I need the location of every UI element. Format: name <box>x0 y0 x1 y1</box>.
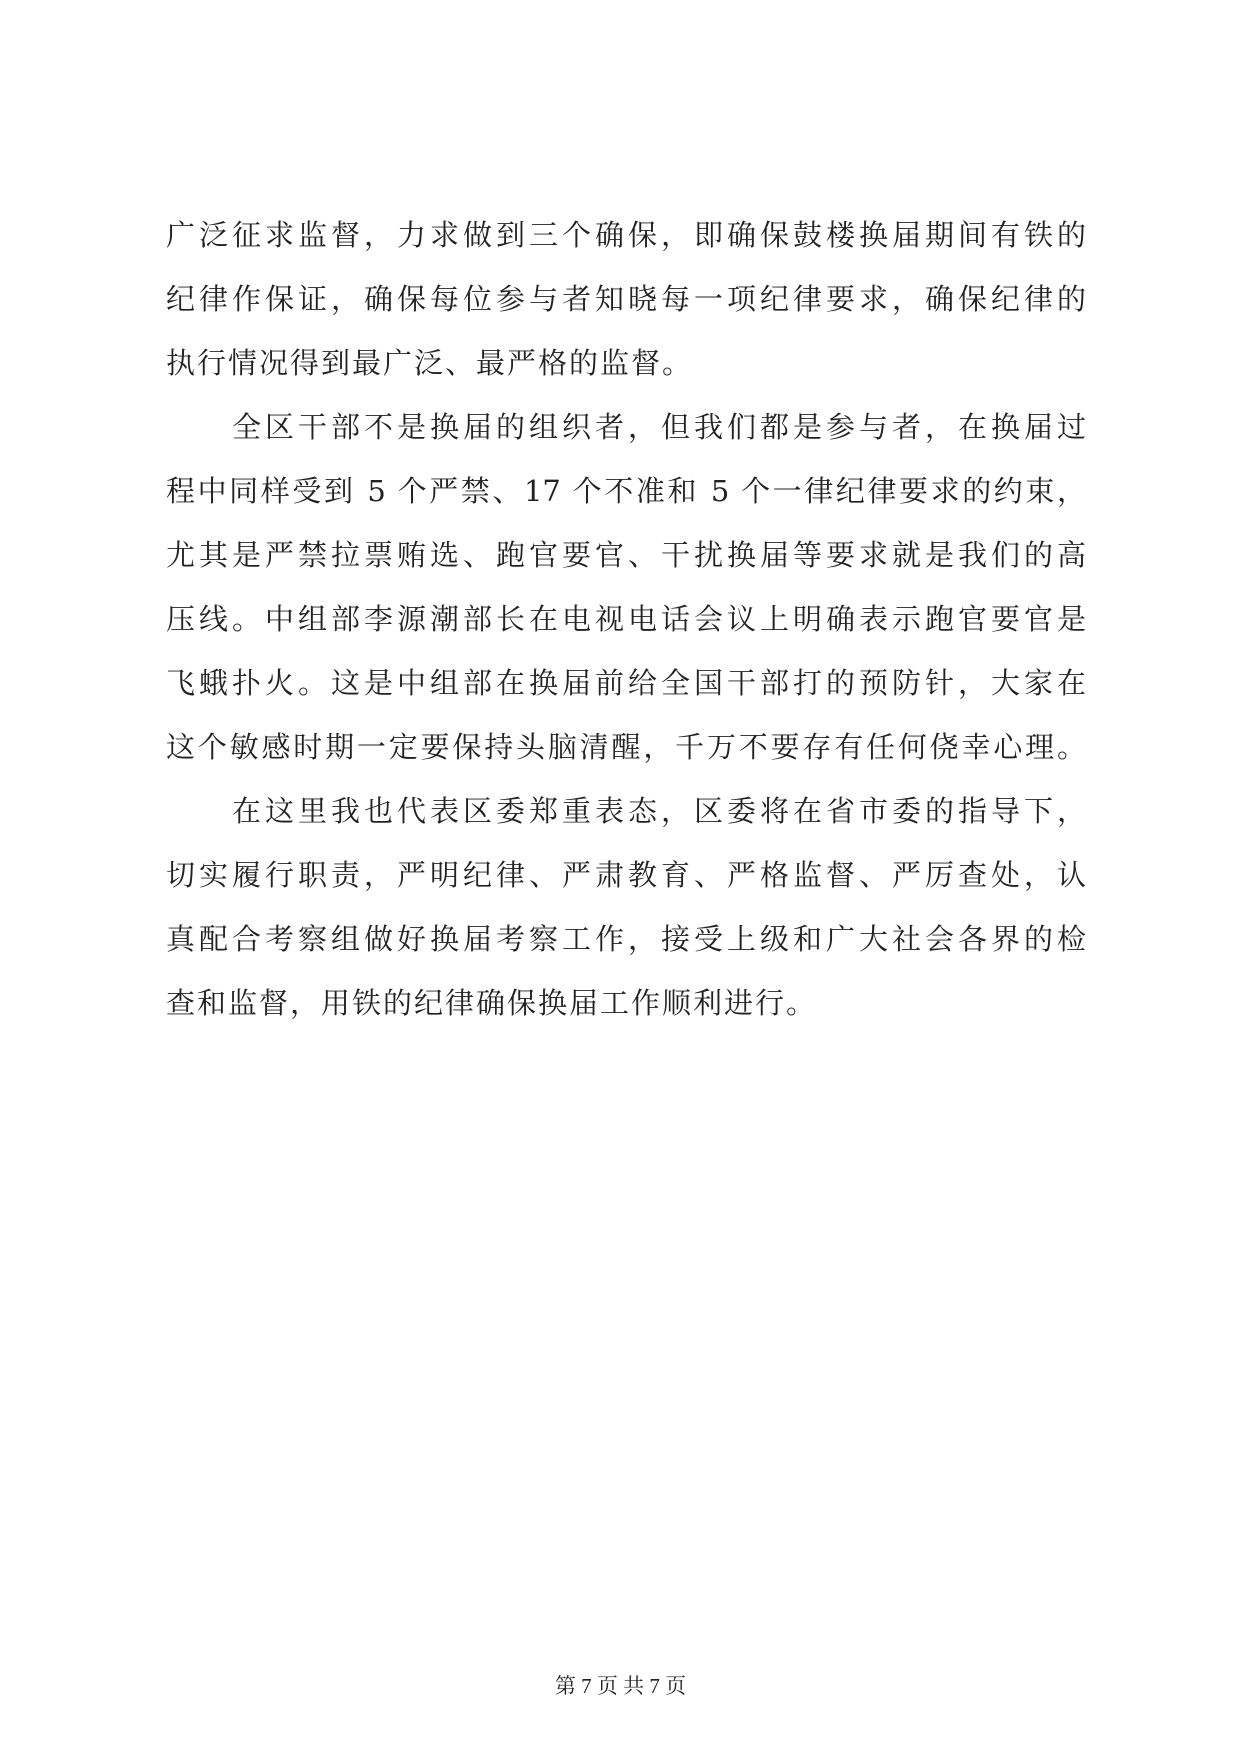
page-number-footer: 第 7 页 共 7 页 <box>554 1674 687 1698</box>
text-line: 尤其是严禁拉票贿选、跑官要官、干扰换届等要求就是我们的高 <box>166 538 1086 572</box>
text-line: 纪律作保证，确保每位参与者知晓每一项纪律要求，确保纪律的 <box>166 282 1086 316</box>
text-line: 执行情况得到最广泛、最严格的监督。 <box>166 346 694 380</box>
paragraph <box>166 779 1086 1035</box>
text-line: 广泛征求监督，力求做到三个确保，即确保鼓楼换届期间有铁的 <box>166 218 1086 252</box>
text-line: 程中同样受到 5 个严禁、17 个不准和 5 个一律纪律要求的约束， <box>166 474 1086 508</box>
text-line: 在这里我也代表区委郑重表态，区委将在省市委的指导下， <box>232 794 1086 828</box>
text-line: 查和监督，用铁的纪律确保换届工作顺利进行。 <box>166 986 818 1020</box>
text-line: 飞蛾扑火。这是中组部在换届前给全国干部打的预防针，大家在 <box>166 666 1086 700</box>
text-line: 压线。中组部李源潮部长在电视电话会议上明确表示跑官要官是 <box>166 602 1086 636</box>
text-line: 这个敏感时期一定要保持头脑清醒，千万不要存有任何侥幸心理。 <box>166 730 1086 764</box>
document-body <box>166 203 1086 1035</box>
paragraph <box>166 395 1086 779</box>
text-line: 切实履行职责，严明纪律、严肃教育、严格监督、严厉查处，认 <box>166 858 1086 892</box>
paragraph <box>166 203 1086 395</box>
text-line: 真配合考察组做好换届考察工作，接受上级和广大社会各界的检 <box>166 922 1086 956</box>
text-line: 全区干部不是换届的组织者，但我们都是参与者，在换届过 <box>232 410 1086 444</box>
